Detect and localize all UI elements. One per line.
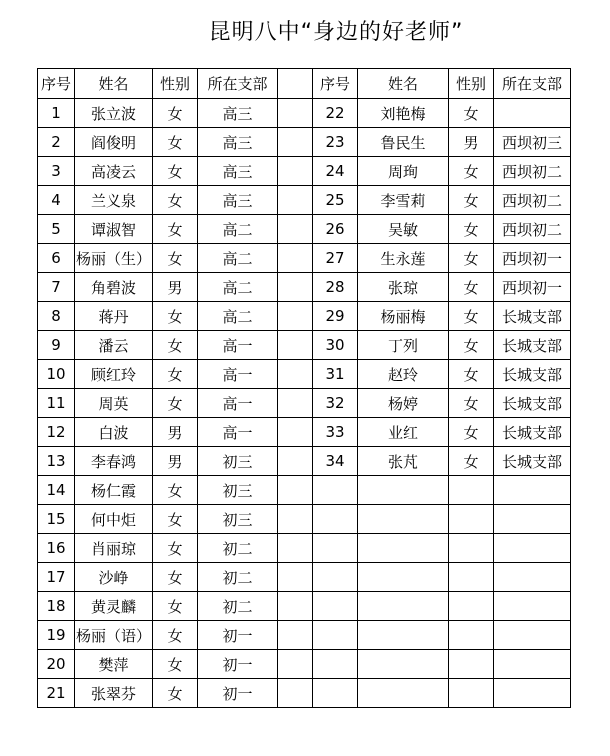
cell-name: 杨婷 — [358, 389, 449, 418]
cell-gender: 女 — [153, 215, 198, 244]
cell-name — [358, 650, 449, 679]
cell-gender: 女 — [449, 186, 494, 215]
cell-gender: 女 — [449, 157, 494, 186]
cell-name: 赵玲 — [358, 360, 449, 389]
cell-name — [358, 679, 449, 708]
cell-name: 杨丽梅 — [358, 302, 449, 331]
cell-gender: 女 — [153, 650, 198, 679]
cell-branch — [494, 563, 571, 592]
table-row — [38, 592, 571, 621]
cell-name: 潘云 — [75, 331, 153, 360]
cell-number: 27 — [313, 244, 358, 273]
cell-gender: 女 — [153, 563, 198, 592]
table-row — [38, 418, 571, 447]
cell-number: 32 — [313, 389, 358, 418]
cell-name — [358, 592, 449, 621]
cell-gender: 女 — [449, 215, 494, 244]
cell-branch: 初一 — [198, 621, 278, 650]
spacer-cell — [278, 650, 313, 679]
cell-number — [313, 650, 358, 679]
spacer-cell — [278, 128, 313, 157]
spacer-cell — [278, 418, 313, 447]
cell-number: 22 — [313, 99, 358, 128]
cell-branch — [494, 476, 571, 505]
cell-branch: 西坝初一 — [494, 244, 571, 273]
cell-number: 3 — [38, 157, 75, 186]
table-row — [38, 128, 571, 157]
cell-gender: 男 — [153, 418, 198, 447]
table-row — [38, 302, 571, 331]
cell-gender — [449, 592, 494, 621]
cell-name: 张立波 — [75, 99, 153, 128]
spacer-cell — [278, 360, 313, 389]
cell-number — [313, 592, 358, 621]
cell-number: 24 — [313, 157, 358, 186]
cell-name: 谭淑智 — [75, 215, 153, 244]
cell-name — [358, 563, 449, 592]
cell-gender: 男 — [153, 273, 198, 302]
table-row — [38, 447, 571, 476]
teacher-table — [37, 68, 571, 708]
table-header-row — [38, 69, 571, 99]
cell-number — [313, 563, 358, 592]
cell-branch: 初一 — [198, 650, 278, 679]
cell-number: 9 — [38, 331, 75, 360]
cell-branch: 高三 — [198, 99, 278, 128]
header-cell-number: 序号 — [38, 69, 75, 99]
cell-gender — [449, 621, 494, 650]
cell-branch: 高二 — [198, 244, 278, 273]
cell-branch: 初一 — [198, 679, 278, 708]
cell-name: 刘艳梅 — [358, 99, 449, 128]
spacer-cell — [278, 563, 313, 592]
cell-name: 吴敏 — [358, 215, 449, 244]
spacer-cell — [278, 505, 313, 534]
cell-branch: 长城支部 — [494, 302, 571, 331]
cell-name: 张芃 — [358, 447, 449, 476]
cell-number: 1 — [38, 99, 75, 128]
cell-name: 沙峥 — [75, 563, 153, 592]
table-row — [38, 679, 571, 708]
table-row — [38, 505, 571, 534]
spacer-cell — [278, 157, 313, 186]
header-cell-name: 姓名 — [358, 69, 449, 99]
cell-gender: 女 — [153, 505, 198, 534]
cell-gender: 女 — [449, 447, 494, 476]
cell-name: 鲁民生 — [358, 128, 449, 157]
cell-branch: 高三 — [198, 186, 278, 215]
cell-number: 14 — [38, 476, 75, 505]
cell-number: 34 — [313, 447, 358, 476]
cell-branch: 长城支部 — [494, 447, 571, 476]
cell-number: 30 — [313, 331, 358, 360]
cell-branch: 高一 — [198, 360, 278, 389]
cell-branch: 长城支部 — [494, 331, 571, 360]
cell-name: 蒋丹 — [75, 302, 153, 331]
table-row — [38, 215, 571, 244]
cell-gender — [449, 534, 494, 563]
cell-name: 周英 — [75, 389, 153, 418]
cell-name — [358, 621, 449, 650]
cell-branch: 西坝初三 — [494, 128, 571, 157]
header-cell-branch: 所在支部 — [494, 69, 571, 99]
header-cell-gender: 性别 — [153, 69, 198, 99]
spacer-cell — [278, 476, 313, 505]
cell-branch: 初二 — [198, 563, 278, 592]
table-row — [38, 331, 571, 360]
cell-branch: 初三 — [198, 476, 278, 505]
cell-number: 6 — [38, 244, 75, 273]
cell-number — [313, 534, 358, 563]
cell-branch — [494, 621, 571, 650]
cell-name: 周珣 — [358, 157, 449, 186]
cell-number: 21 — [38, 679, 75, 708]
header-cell-gender: 性别 — [449, 69, 494, 99]
table-row — [38, 650, 571, 679]
spacer-cell — [278, 389, 313, 418]
spacer-cell — [278, 215, 313, 244]
cell-number: 2 — [38, 128, 75, 157]
cell-name: 阎俊明 — [75, 128, 153, 157]
cell-number — [313, 476, 358, 505]
cell-name: 何中炬 — [75, 505, 153, 534]
table-row — [38, 360, 571, 389]
table-row — [38, 273, 571, 302]
cell-number: 26 — [313, 215, 358, 244]
cell-branch: 高二 — [198, 302, 278, 331]
cell-branch: 初三 — [198, 447, 278, 476]
spacer-cell — [278, 679, 313, 708]
spacer-cell — [278, 302, 313, 331]
cell-number: 25 — [313, 186, 358, 215]
table-row — [38, 99, 571, 128]
spacer-cell — [278, 99, 313, 128]
spacer-cell — [278, 244, 313, 273]
table-row — [38, 389, 571, 418]
cell-branch — [494, 534, 571, 563]
table-row — [38, 563, 571, 592]
cell-gender: 女 — [153, 621, 198, 650]
spacer-cell — [278, 447, 313, 476]
cell-gender — [449, 505, 494, 534]
cell-number — [313, 621, 358, 650]
table-body — [38, 69, 571, 708]
cell-name: 张琼 — [358, 273, 449, 302]
cell-branch: 高三 — [198, 157, 278, 186]
cell-branch: 高一 — [198, 389, 278, 418]
cell-name: 生永莲 — [358, 244, 449, 273]
table-row — [38, 534, 571, 563]
cell-name: 肖丽琼 — [75, 534, 153, 563]
cell-name: 张翠芬 — [75, 679, 153, 708]
cell-branch — [494, 650, 571, 679]
cell-branch: 长城支部 — [494, 360, 571, 389]
spacer-cell — [278, 534, 313, 563]
table-row — [38, 476, 571, 505]
cell-gender: 女 — [153, 244, 198, 273]
cell-number: 15 — [38, 505, 75, 534]
cell-gender: 女 — [153, 331, 198, 360]
cell-name: 角碧波 — [75, 273, 153, 302]
spacer-cell — [278, 273, 313, 302]
cell-branch: 高一 — [198, 331, 278, 360]
cell-gender: 男 — [449, 128, 494, 157]
cell-number: 5 — [38, 215, 75, 244]
cell-name: 兰义泉 — [75, 186, 153, 215]
cell-gender — [449, 476, 494, 505]
table-row — [38, 621, 571, 650]
cell-branch: 高一 — [198, 418, 278, 447]
cell-gender — [449, 679, 494, 708]
cell-gender: 女 — [449, 331, 494, 360]
cell-gender: 女 — [449, 273, 494, 302]
cell-branch: 西坝初二 — [494, 157, 571, 186]
cell-name — [358, 476, 449, 505]
cell-number: 19 — [38, 621, 75, 650]
cell-gender: 女 — [153, 592, 198, 621]
cell-gender: 女 — [449, 99, 494, 128]
cell-number: 10 — [38, 360, 75, 389]
header-cell-branch: 所在支部 — [198, 69, 278, 99]
cell-branch: 长城支部 — [494, 389, 571, 418]
cell-number — [313, 679, 358, 708]
spacer-cell — [278, 186, 313, 215]
cell-name: 杨丽（生） — [75, 244, 153, 273]
cell-branch: 高三 — [198, 128, 278, 157]
cell-number: 23 — [313, 128, 358, 157]
cell-gender: 女 — [153, 389, 198, 418]
cell-branch — [494, 99, 571, 128]
spacer-cell — [278, 331, 313, 360]
header-cell-number: 序号 — [313, 69, 358, 99]
cell-number: 7 — [38, 273, 75, 302]
cell-branch: 西坝初一 — [494, 273, 571, 302]
cell-number — [313, 505, 358, 534]
cell-branch: 初三 — [198, 505, 278, 534]
cell-number: 13 — [38, 447, 75, 476]
cell-name: 杨丽（语） — [75, 621, 153, 650]
cell-number: 16 — [38, 534, 75, 563]
cell-branch: 高二 — [198, 273, 278, 302]
cell-gender: 女 — [153, 534, 198, 563]
cell-number: 31 — [313, 360, 358, 389]
cell-name: 高凌云 — [75, 157, 153, 186]
cell-number: 12 — [38, 418, 75, 447]
cell-name: 白波 — [75, 418, 153, 447]
cell-branch: 西坝初二 — [494, 186, 571, 215]
cell-number: 8 — [38, 302, 75, 331]
cell-name: 顾红玲 — [75, 360, 153, 389]
cell-gender: 男 — [153, 447, 198, 476]
cell-gender: 女 — [153, 360, 198, 389]
cell-gender: 女 — [449, 360, 494, 389]
spacer-cell — [278, 592, 313, 621]
cell-branch — [494, 505, 571, 534]
header-cell-name: 姓名 — [75, 69, 153, 99]
cell-number: 11 — [38, 389, 75, 418]
cell-name: 丁列 — [358, 331, 449, 360]
cell-branch: 初二 — [198, 534, 278, 563]
cell-gender — [449, 650, 494, 679]
cell-name: 樊萍 — [75, 650, 153, 679]
cell-name: 杨仁霞 — [75, 476, 153, 505]
cell-branch: 高二 — [198, 215, 278, 244]
table-row — [38, 186, 571, 215]
cell-number: 18 — [38, 592, 75, 621]
cell-branch: 初二 — [198, 592, 278, 621]
cell-gender: 女 — [449, 389, 494, 418]
cell-number: 33 — [313, 418, 358, 447]
cell-number: 28 — [313, 273, 358, 302]
table-row — [38, 157, 571, 186]
cell-name: 李雪莉 — [358, 186, 449, 215]
cell-branch: 长城支部 — [494, 418, 571, 447]
cell-gender: 女 — [449, 302, 494, 331]
spacer-cell — [278, 69, 313, 99]
cell-gender: 女 — [153, 128, 198, 157]
cell-name: 业红 — [358, 418, 449, 447]
table-row — [38, 244, 571, 273]
cell-gender: 女 — [153, 99, 198, 128]
cell-number: 20 — [38, 650, 75, 679]
cell-name: 黄灵麟 — [75, 592, 153, 621]
cell-gender: 女 — [153, 186, 198, 215]
cell-gender: 女 — [449, 418, 494, 447]
cell-gender: 女 — [153, 679, 198, 708]
cell-name: 李春鸿 — [75, 447, 153, 476]
cell-gender — [449, 563, 494, 592]
cell-name — [358, 534, 449, 563]
cell-branch: 西坝初二 — [494, 215, 571, 244]
cell-branch — [494, 592, 571, 621]
page-title: 昆明八中“身边的好老师” — [208, 20, 464, 45]
cell-gender: 女 — [153, 302, 198, 331]
cell-number: 17 — [38, 563, 75, 592]
cell-name — [358, 505, 449, 534]
cell-number: 29 — [313, 302, 358, 331]
cell-branch — [494, 679, 571, 708]
cell-gender: 女 — [153, 476, 198, 505]
cell-gender: 女 — [449, 244, 494, 273]
cell-gender: 女 — [153, 157, 198, 186]
spacer-cell — [278, 621, 313, 650]
cell-number: 4 — [38, 186, 75, 215]
